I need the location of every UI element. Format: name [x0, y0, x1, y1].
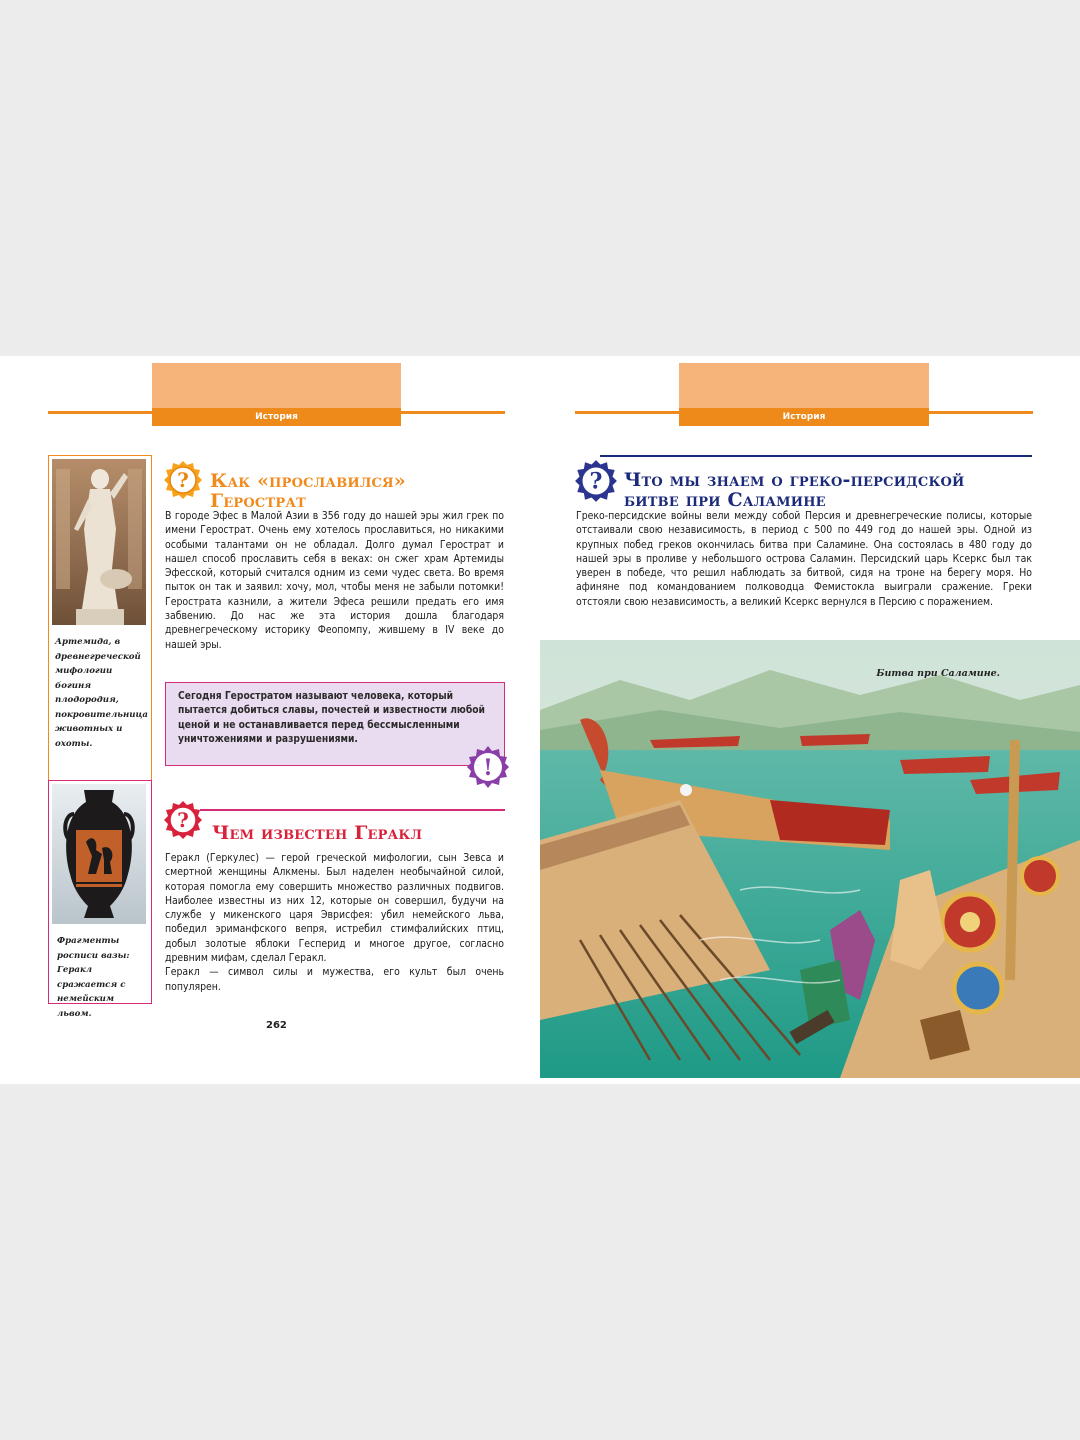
svg-text:?: ? [177, 808, 189, 832]
page-number: 262 [266, 1020, 287, 1031]
herostratus-title-line1: Как «прославился» [210, 470, 406, 492]
heracles-body-p2: Геракл — символ силы и мужества, его культ был очень популярен. [165, 966, 504, 993]
book-spread [0, 356, 1080, 1084]
salamis-title-line2: битве при Саламине [624, 489, 826, 511]
battle-scene-image [540, 640, 1080, 1078]
right-section-tab: История [679, 408, 929, 426]
heracles-body [165, 851, 504, 994]
battle-caption: Битва при Саламине. [876, 668, 1000, 679]
vase-image [52, 784, 146, 924]
left-section-tab: История [152, 408, 401, 426]
question-mark-icon [163, 460, 203, 500]
question-mark-icon [163, 800, 203, 840]
artemis-caption: Артемида, в древнегреческой мифологии богиня плодородия, покровительница животных и охоты. [55, 637, 148, 749]
herostratus-title [210, 471, 406, 511]
svg-text:?: ? [177, 468, 189, 492]
heracles-title: Чем известен Геракл [212, 822, 423, 844]
svg-text:!: ! [483, 755, 493, 781]
herostratus-title-line2: Герострат [210, 490, 306, 512]
question-mark-icon [574, 459, 618, 503]
heracles-title-rule [200, 809, 505, 811]
svg-text:?: ? [589, 468, 603, 495]
salamis-title [624, 470, 965, 510]
battle-illustration [540, 640, 1080, 1078]
exclamation-icon [466, 745, 510, 789]
heracles-body-p1: Геракл (Геркулес) — герой греческой мифологии, сын Зевса и смертной женщины Алкмены. Был наделен необычайной силой, которая помогла ему совершить множество различных подвигов. Наиболее известны из них 12, которые он совершил, будучи на службе у микенского царя Эврисфея: убил немейского льва, победил эриманфского вепря, истребил стимфалийских птиц, добыл золотые яблоки Гесперид и многое другое, согласно древним мифам, сделал Геракл. [165, 852, 504, 965]
herostratus-info-box: Сегодня Геростратом называют человека, который пытается добиться славы, почестей и известности любой ценой и не останавливается перед бессмысленными уничтожениями и разрушениями. [165, 682, 505, 766]
salamis-body: Греко-персидские войны вели между собой Персия и древнегреческие полисы, которые отстаивали свою независимость, в период с 500 по 449 год до нашей эры. Одной из крупных побед греков окончилась битва при Саламине. Она состоялась в 480 году до нашей эры в проливе у небольшого острова Саламин. Персидский царь Ксеркс был так уверен в победе, что решил наблюдать за битвой, сидя на троне на берегу моря. Но афиняне под командованием полководца Фемистокла выиграли сражение. Греки отстояли свою независимость, а великий Ксеркс вернулся в Персию с поражением. [576, 510, 1032, 608]
salamis-title-rule [600, 455, 1032, 457]
vase-caption: Фрагменты росписи вазы: Геракл сражается с немейским львом. [57, 936, 130, 1019]
artemis-statue-image [52, 459, 146, 625]
salamis-title-line1: Что мы знаем о греко-персидской [624, 469, 965, 491]
herostratus-body: В городе Эфес в Малой Азии в 356 году до нашей эры жил грек по имени Герострат. Очень ему хотелось прославиться, но никакими особыми талантами он не обладал. Долго думал Герострат и нашел способ прославить себя в веках: он сжег храм Артемиды Эфесской, который считался одним из семи чудес света. Во время пыток он так и заявил: хочу, мол, чтобы меня не забыли потомки! Герострата казнили, а жители Эфеса решили предать его имя забвению. До нас же эта история дошла благодаря древнегреческому историку Феопомпу, жившему в IV веке до нашей эры. [165, 510, 504, 651]
